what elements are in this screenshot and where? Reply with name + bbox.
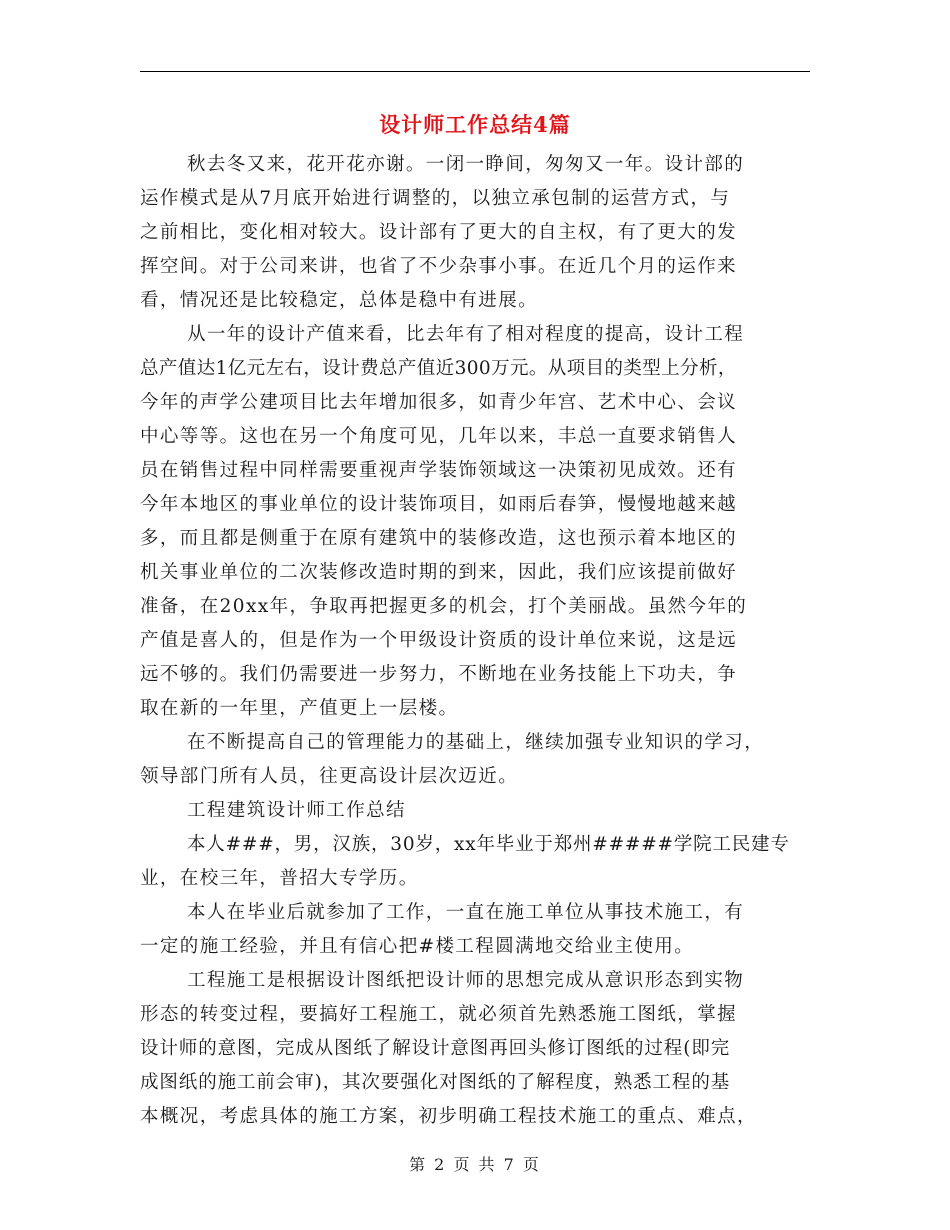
body-line: 之前相比，变化相对较大。设计部有了更大的自主权，有了更大的发 <box>140 222 738 243</box>
body-line: 机关事业单位的二次装修改造时期的到来，因此，我们应该提前做好 <box>140 562 738 583</box>
header-rule <box>140 71 810 72</box>
document-title: 设计师工作总结4篇 <box>379 112 571 137</box>
body-line: 成图纸的施工前会审)，其次要强化对图纸的了解程度，熟悉工程的基 <box>140 1072 731 1093</box>
body-line: 产值是喜人的，但是作为一个甲级设计资质的设计单位来说，这是远 <box>140 630 738 651</box>
body-line: 业，在校三年，普招大专学历。 <box>140 868 419 889</box>
body-line: 领导部门所有人员，往更高设计层次迈近。 <box>140 766 519 787</box>
body-line: 形态的转变过程，要搞好工程施工，就必须首先熟悉施工图纸，掌握 <box>140 1004 738 1025</box>
body-line: 本概况，考虑具体的施工方案，初步明确工程技术施工的重点、难点， <box>140 1106 757 1127</box>
body-line: 本人在毕业后就参加了工作，一直在施工单位从事技术施工，有 <box>187 902 745 923</box>
body-line: 中心等等。这也在另一个角度可见，几年以来，丰总一直要求销售人 <box>140 426 738 447</box>
body-line: 总产值达1亿元左右，设计费总产值近300万元。从项目的类型上分析， <box>140 358 737 379</box>
body-line: 本人###，男，汉族，30岁，xx年毕业于郑州#####学院工民建专 <box>187 834 790 855</box>
page-number: 第 2 页 共 7 页 <box>409 1155 541 1174</box>
body-line: 在不断提高自己的管理能力的基础上，继续加强专业知识的学习， <box>187 732 765 753</box>
body-line: 一定的施工经验，并且有信心把#楼工程圆满地交给业主使用。 <box>140 936 695 957</box>
body-line: 秋去冬又来，花开花亦谢。一闭一睁间，匆匆又一年。设计部的 <box>187 154 745 175</box>
body-line: 运作模式是从7月底开始进行调整的，以独立承包制的运营方式，与 <box>140 188 731 209</box>
body-line: 设计师的意图，完成从图纸了解设计意图再回头修订图纸的过程(即完 <box>140 1038 731 1059</box>
body-line: 准备，在20xx年，争取再把握更多的机会，打个美丽战。虽然今年的 <box>140 596 748 617</box>
body-line: 远不够的。我们仍需要进一步努力，不断地在业务技能上下功夫，争 <box>140 664 738 685</box>
body-line: 挥空间。对于公司来讲，也省了不少杂事小事。在近几个月的运作来 <box>140 256 738 277</box>
body-line: 工程施工是根据设计图纸把设计师的思想完成从意识形态到实物 <box>187 970 745 991</box>
body-line: 看，情况还是比较稳定，总体是稳中有进展。 <box>140 290 539 311</box>
body-line: 员在销售过程中同样需要重视声学装饰领域这一决策初见成效。还有 <box>140 460 738 481</box>
body-line: 今年本地区的事业单位的设计装饰项目，如雨后春笋，慢慢地越来越 <box>140 494 738 515</box>
body-line: 取在新的一年里，产值更上一层楼。 <box>140 698 459 719</box>
body-line: 今年的声学公建项目比去年增加很多，如青少年宫、艺术中心、会议 <box>140 392 738 413</box>
body-line: 从一年的设计产值来看，比去年有了相对程度的提高，设计工程 <box>187 324 745 345</box>
section-heading: 工程建筑设计师工作总结 <box>187 800 406 821</box>
body-line: 多，而且都是侧重于在原有建筑中的装修改造，这也预示着本地区的 <box>140 528 738 549</box>
